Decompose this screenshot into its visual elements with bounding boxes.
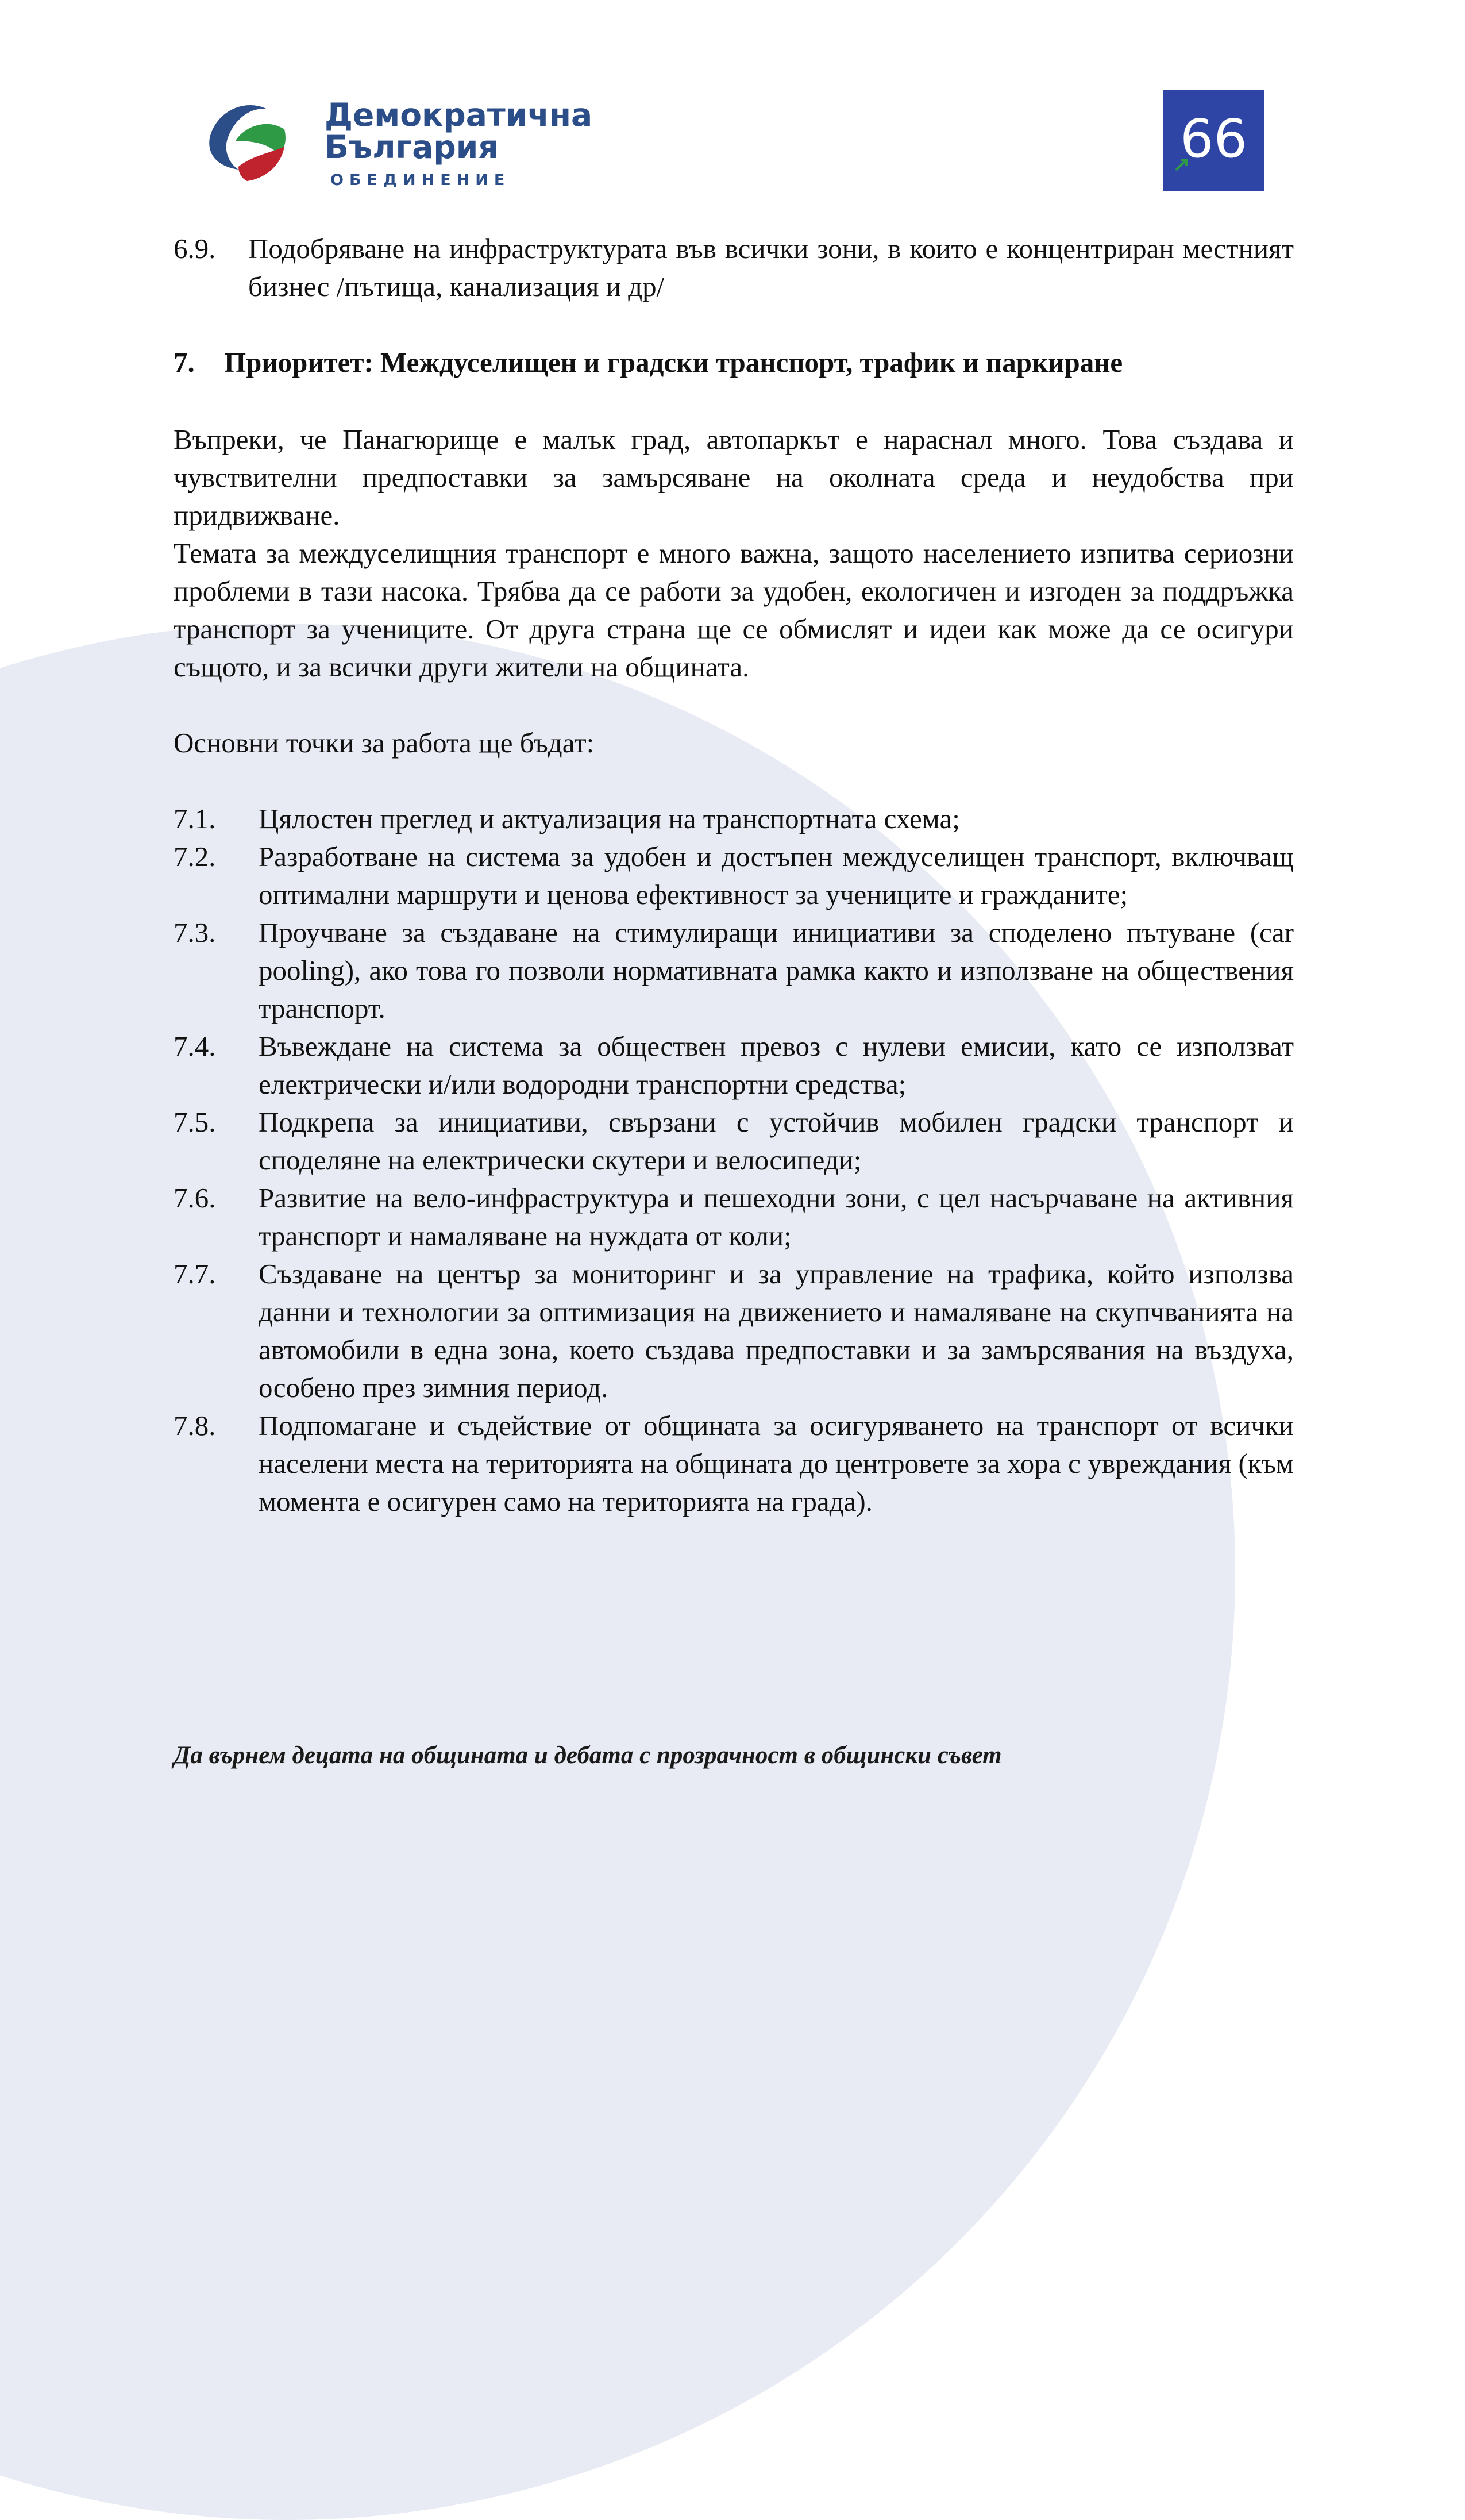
page-number-badge xyxy=(1163,90,1264,191)
logo-title-line2: България xyxy=(325,129,499,166)
item-number: 7.4. xyxy=(174,1030,216,1062)
item-text: Подобряване на инфраструктурата във всички зони, в които е концентриран местният бизнес /пътища, канализация и др/ xyxy=(248,233,1294,302)
list-item-7-5 xyxy=(174,1103,1294,1179)
item-text: Подпомагане и съдействие от общината за осигуряването на транспорт от всички населени места на територията на общината до центровете за хора с увреждания (към момента е осигурен само на територията на града). xyxy=(259,1410,1294,1517)
party-logo xyxy=(204,98,641,195)
item-number: 7.8. xyxy=(174,1410,216,1441)
points-intro: Основни точки за работа ще бъдат: xyxy=(174,727,595,759)
list-item-7-1 xyxy=(174,800,1294,838)
list-item-7-8 xyxy=(174,1407,1294,1521)
item-text: Разработване на система за удобен и достъпен междуселищен транспорт, включващ оптимални маршрути и ценова ефективност за учениците и гражданите; xyxy=(259,841,1294,910)
document-body xyxy=(174,230,1294,1521)
item-number: 7.2. xyxy=(174,841,216,872)
item-number: 7.3. xyxy=(174,917,216,948)
item-text: Подкрепа за инициативи, свързани с устойчив мобилен градски транспорт и споделяне на електрически скутери и велосипеди; xyxy=(259,1106,1294,1176)
section-title: Приоритет: Междуселищен и градски транспорт, трафик и паркиране xyxy=(224,347,1123,378)
item-number: 7.6. xyxy=(174,1182,216,1214)
page-number: 66 xyxy=(1179,108,1248,170)
footer-slogan: Да върнем децата на общината и дебата с прозрачност в общински съвет xyxy=(174,1742,1002,1769)
item-text: Развитие на вело-инфраструктура и пешеходни зони, с цел насърчаване на активния транспорт и намаляване на нуждата от коли; xyxy=(259,1182,1294,1252)
list-item-7-4 xyxy=(174,1028,1294,1103)
item-text: Проучване за създаване на стимулиращи инициативи за споделено пътуване (car pooling), ако това го позволи нормативната рамка както и използване на обществения транспорт. xyxy=(259,917,1294,1024)
list-item-7-7 xyxy=(174,1255,1294,1407)
logo-subtitle: ОБЕДИНЕНИЕ xyxy=(330,171,511,189)
item-number: 7.1. xyxy=(174,803,216,834)
list-item-6-9 xyxy=(174,230,1294,306)
item-text: Въвеждане на система за обществен превоз с нулеви емисии, като се използват електрически и/или водородни транспортни средства; xyxy=(259,1030,1294,1100)
section-heading xyxy=(174,344,1294,382)
item-text: Цялостен преглед и актуализация на транспортната схема; xyxy=(259,803,960,834)
list-item-7-3 xyxy=(174,914,1294,1028)
paragraph-1: Въпреки, че Панагюрище е малък град, автопаркът е нараснал много. Това създава и чувствителни предпоставки за замърсяване на околната среда и неудобства при придвижване. xyxy=(174,424,1294,531)
item-number: 6.9. xyxy=(174,233,216,264)
paragraph-2: Темата за междуселищния транспорт е много важна, защото населението изпитва сериозни проблеми в тази насока. Трябва да се работи за удобен, екологичен и изгоден за поддръжка транспорт за учениците. От друга страна ще се обмислят и идеи как може да се осигури същото, и за всички други жители на общината. xyxy=(174,537,1294,683)
item-number: 7.5. xyxy=(174,1106,216,1138)
logo-title-line1: Демократична xyxy=(325,97,593,133)
list-item-7-6 xyxy=(174,1179,1294,1255)
item-text: Създаване на център за мониторинг и за управление на трафика, който използва данни и технологии за оптимизация на движението и намаляване на скупчванията на автомобили в една зона, което създава предпоставки и за замърсявания на въздуха, особено през зимния период. xyxy=(259,1258,1294,1403)
logo-mark-icon xyxy=(204,98,290,184)
list-item-7-2 xyxy=(174,838,1294,914)
item-number: 7.7. xyxy=(174,1258,216,1290)
arrow-up-right-icon xyxy=(1174,156,1190,172)
section-number: 7. xyxy=(174,347,195,378)
